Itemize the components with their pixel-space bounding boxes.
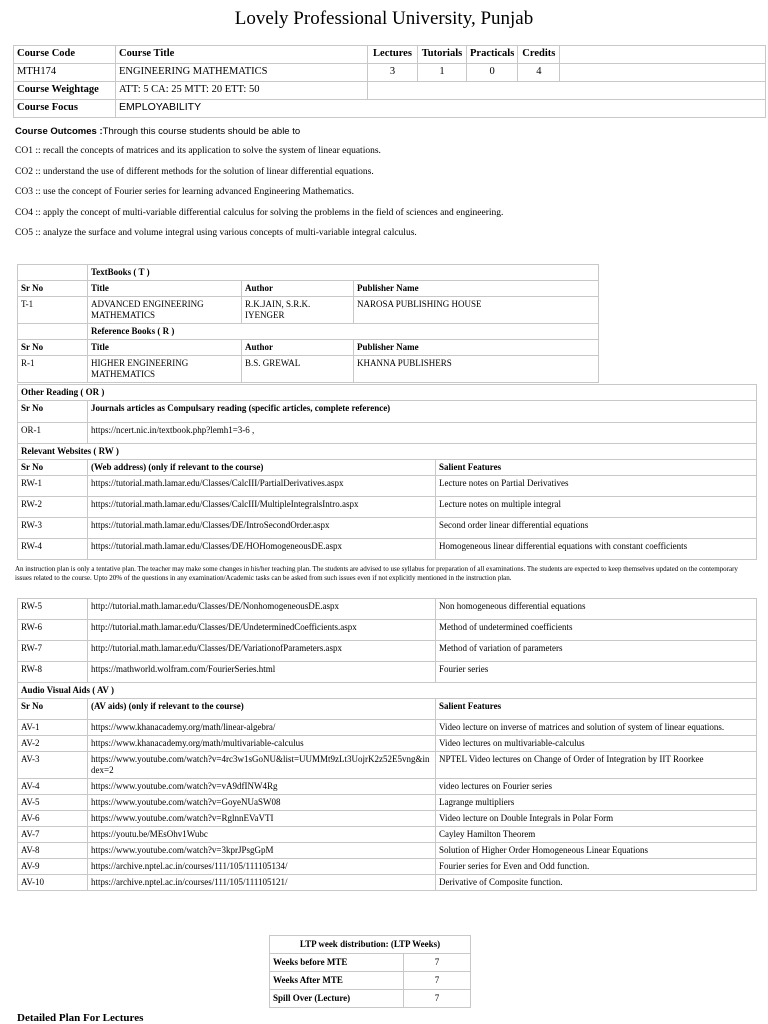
column-header: Publisher Name — [354, 340, 599, 356]
table-row: RW-2 https://tutorial.math.lamar.edu/Classes/CalcIII/MultipleIntegralsIntro.aspx Lecture notes on multiple integral — [18, 497, 757, 518]
table-row: Spill Over (Lecture) 7 — [270, 990, 471, 1008]
column-header: Journals articles as Compulsary reading (specific articles, complete reference) — [88, 401, 757, 423]
practicals-value: 0 — [467, 64, 518, 82]
table-row: AV-2 https://www.khanacademy.org/math/multivariable-calculus Video lectures on multivariable-calculus — [18, 736, 757, 752]
table-row: AV-3 https://www.youtube.com/watch?v=4rc3w1sGoNU&list=UUMMt9zLt3UojrK2z52E5vng&index=2 NPTEL Video lectures on Change of Order of Integration by IIT Roorkee — [18, 752, 757, 779]
column-header: Title — [88, 340, 242, 356]
table-row: RW-3 https://tutorial.math.lamar.edu/Classes/DE/IntroSecondOrder.aspx Second order linear differential equations — [18, 518, 757, 539]
course-title: ENGINEERING MATHEMATICS — [116, 64, 368, 82]
course-focus-label: Course Focus — [14, 100, 116, 118]
course-title-label: Course Title — [116, 46, 368, 64]
books-table — [17, 264, 599, 383]
column-header: Author — [242, 340, 354, 356]
column-header: Sr No — [18, 699, 88, 720]
column-header: (AV aids) (only if relevant to the course) — [88, 699, 436, 720]
column-header: Sr No — [18, 460, 88, 476]
course-code: MTH174 — [14, 64, 116, 82]
course-focus: EMPLOYABILITY — [116, 100, 766, 118]
link[interactable]: https://www.khanacademy.org/math/multivariable-calculus — [88, 736, 436, 752]
link[interactable]: https://tutorial.math.lamar.edu/Classes/DE/IntroSecondOrder.aspx — [88, 518, 436, 539]
column-header: Author — [242, 281, 354, 297]
table-row: Weeks before MTE 7 — [270, 954, 471, 972]
table-row: RW-1 https://tutorial.math.lamar.edu/Classes/CalcIII/PartialDerivatives.aspx Lecture notes on Partial Derivatives — [18, 476, 757, 497]
table-row: R-1 HIGHER ENGINEERING MATHEMATICS B.S. GREWAL KHANNA PUBLISHERS — [18, 356, 599, 383]
outcome-item: CO4 :: apply the concept of multi-variable differential calculus for solving the problems in the field of sciences and engineering. — [15, 207, 504, 218]
av-heading: Audio Visual Aids ( AV ) — [18, 683, 757, 699]
other-reading-heading: Other Reading ( OR ) — [18, 385, 757, 401]
table-row: AV-4 https://www.youtube.com/watch?v=vA9dfINW4Rg video lectures on Fourier series — [18, 779, 757, 795]
table-row: Weeks After MTE 7 — [270, 972, 471, 990]
table-row: RW-8 https://mathworld.wolfram.com/FourierSeries.html Fourier series — [18, 662, 757, 683]
practicals-label: Practicals — [467, 46, 518, 64]
link[interactable]: https://www.youtube.com/watch?v=RglnnEVaVTI — [88, 811, 436, 827]
reading-websites-table — [17, 384, 757, 560]
course-outcomes — [15, 126, 755, 249]
instruction-note: An instruction plan is only a tentative plan. The teacher may make some changes in his/her teaching plan. The students are advised to use syllabus for preparation of all examinations. The students are expected to keep themselves updated on the contemporary issues related to the course. Upto 20% of the questions in any examination/Academic tasks can be asked from such issues even if not explicitly mentioned in the instruction plan. — [15, 565, 738, 582]
websites-av-table — [17, 598, 757, 891]
outcome-item: CO1 :: recall the concepts of matrices and its application to solve the system of linear equations. — [15, 146, 381, 156]
link[interactable]: https://www.youtube.com/watch?v=3kprJPsgGpM — [88, 843, 436, 859]
course-weightage-label: Course Weightage — [14, 82, 116, 100]
link[interactable]: https://tutorial.math.lamar.edu/Classes/CalcIII/MultipleIntegralsIntro.aspx — [88, 497, 436, 518]
course-weightage: ATT: 5 CA: 25 MTT: 20 ETT: 50 — [116, 82, 368, 100]
column-header: Salient Features — [436, 699, 757, 720]
outcomes-heading: Course Outcomes : — [15, 126, 103, 137]
link[interactable]: http://tutorial.math.lamar.edu/Classes/DE/UndeterminedCoefficients.aspx — [88, 620, 436, 641]
link[interactable]: https://mathworld.wolfram.com/FourierSeries.html — [88, 662, 436, 683]
table-row: RW-6 http://tutorial.math.lamar.edu/Classes/DE/UndeterminedCoefficients.aspx Method of undetermined coefficients — [18, 620, 757, 641]
column-header: Publisher Name — [354, 281, 599, 297]
link[interactable]: https://youtu.be/MEsOhv1Wubc — [88, 827, 436, 843]
link[interactable]: http://tutorial.math.lamar.edu/Classes/DE/VariationofParameters.aspx — [88, 641, 436, 662]
table-row: RW-5 http://tutorial.math.lamar.edu/Classes/DE/NonhomogeneousDE.aspx Non homogeneous differential equations — [18, 599, 757, 620]
table-row: AV-5 https://www.youtube.com/watch?v=GoyeNUaSW08 Lagrange multipliers — [18, 795, 757, 811]
reference-books-heading: Reference Books ( R ) — [88, 324, 599, 340]
outcomes-intro: Through this course students should be able to — [102, 126, 301, 137]
table-row: AV-8 https://www.youtube.com/watch?v=3kprJPsgGpM Solution of Higher Order Homogeneous Linear Equations — [18, 843, 757, 859]
table-row: AV-6 https://www.youtube.com/watch?v=RglnnEVaVTI Video lecture on Double Integrals in Polar Form — [18, 811, 757, 827]
outcome-item: CO2 :: understand the use of different methods for the solution of linear differential equations. — [15, 166, 374, 177]
table-row: AV-10 https://archive.nptel.ac.in/courses/111/105/111105121/ Derivative of Composite function. — [18, 875, 757, 891]
table-row: RW-4 https://tutorial.math.lamar.edu/Classes/DE/HOHomogeneousDE.aspx Homogeneous linear differential equations with constant coefficients — [18, 539, 757, 560]
outcome-item: CO5 :: analyze the surface and volume integral using various concepts of multi-variable integral calculus. — [15, 228, 417, 238]
column-header: Title — [88, 281, 242, 297]
outcome-item: CO3 :: use the concept of Fourier series for learning advanced Engineering Mathematics. — [15, 187, 354, 197]
credits-value: 4 — [518, 64, 560, 82]
link[interactable]: https://www.youtube.com/watch?v=vA9dfINW4Rg — [88, 779, 436, 795]
table-row: RW-7 http://tutorial.math.lamar.edu/Classes/DE/VariationofParameters.aspx Method of variation of parameters — [18, 641, 757, 662]
table-row: T-1 ADVANCED ENGINEERING MATHEMATICS R.K.JAIN, S.R.K. IYENGER NAROSA PUBLISHING HOUSE — [18, 297, 599, 324]
link[interactable]: https://www.youtube.com/watch?v=4rc3w1sGoNU&list=UUMMt9zLt3UojrK2z52E5vng&index=2 — [88, 752, 436, 779]
link[interactable]: https://www.khanacademy.org/math/linear-algebra/ — [88, 720, 436, 736]
column-header: Salient Features — [436, 460, 757, 476]
link[interactable]: https://www.youtube.com/watch?v=GoyeNUaSW08 — [88, 795, 436, 811]
table-row: OR-1 https://ncert.nic.in/textbook.php?lemh1=3-6 , — [18, 423, 757, 444]
websites-heading: Relevant Websites ( RW ) — [18, 444, 757, 460]
link[interactable]: https://tutorial.math.lamar.edu/Classes/DE/HOHomogeneousDE.aspx — [88, 539, 436, 560]
link[interactable]: https://archive.nptel.ac.in/courses/111/105/111105121/ — [88, 875, 436, 891]
table-row: AV-1 https://www.khanacademy.org/math/linear-algebra/ Video lecture on inverse of matrices and solution of system of linear equations. — [18, 720, 757, 736]
column-header: Sr No — [18, 281, 88, 297]
page-title: Lovely Professional University, Punjab — [234, 8, 534, 29]
lectures-value: 3 — [368, 64, 418, 82]
tutorials-label: Tutorials — [418, 46, 467, 64]
course-code-label: Course Code — [14, 46, 116, 64]
textbooks-heading: TextBooks ( T ) — [88, 265, 599, 281]
course-info-table — [13, 45, 766, 118]
ltp-heading: LTP week distribution: (LTP Weeks) — [270, 936, 471, 954]
ltp-table — [269, 935, 471, 1008]
table-row: AV-9 https://archive.nptel.ac.in/courses/111/105/111105134/ Fourier series for Even and Odd function. — [18, 859, 757, 875]
lectures-label: Lectures — [368, 46, 418, 64]
tutorials-value: 1 — [418, 64, 467, 82]
column-header: Sr No — [18, 401, 88, 423]
detailed-plan-heading: Detailed Plan For Lectures — [17, 1012, 144, 1024]
link[interactable]: http://tutorial.math.lamar.edu/Classes/DE/NonhomogeneousDE.aspx — [88, 599, 436, 620]
link[interactable]: https://tutorial.math.lamar.edu/Classes/CalcIII/PartialDerivatives.aspx — [88, 476, 436, 497]
credits-label: Credits — [518, 46, 560, 64]
table-row: AV-7 https://youtu.be/MEsOhv1Wubc Cayley Hamilton Theorem — [18, 827, 757, 843]
link[interactable]: https://archive.nptel.ac.in/courses/111/105/111105134/ — [88, 859, 436, 875]
column-header: Sr No — [18, 340, 88, 356]
column-header: (Web address) (only if relevant to the course) — [88, 460, 436, 476]
